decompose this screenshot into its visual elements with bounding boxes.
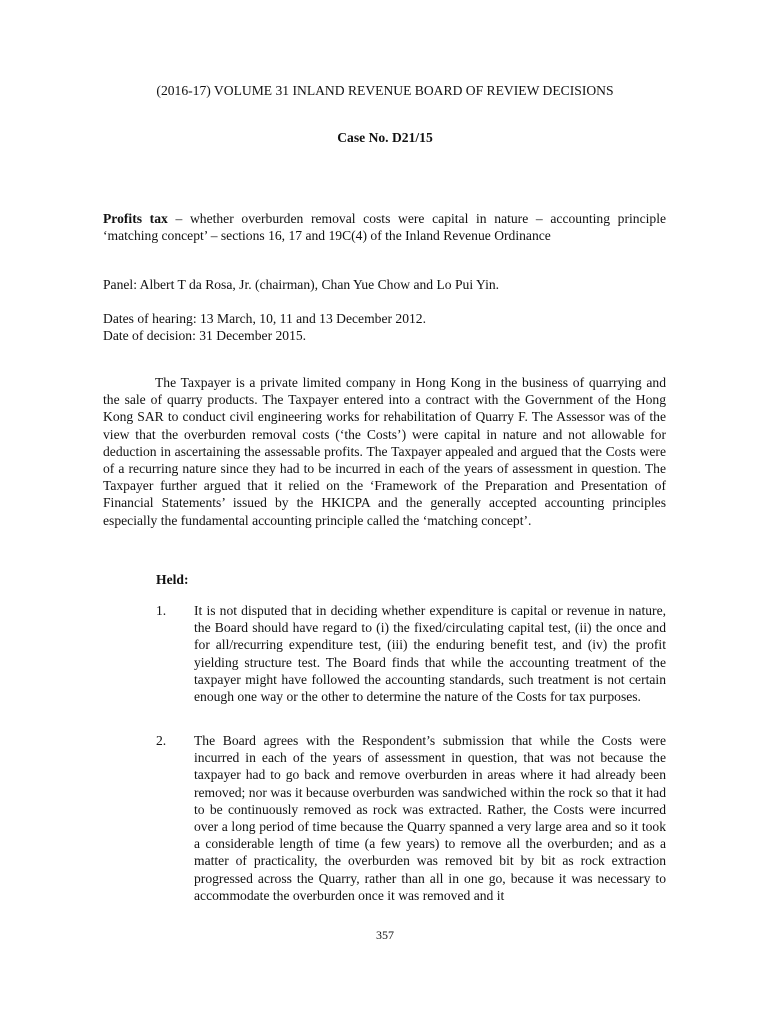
held-item — [156, 732, 666, 904]
page-number: 357 — [376, 928, 394, 942]
catchwords — [103, 210, 666, 244]
catchwords-text: – whether overburden removal costs were capital in nature – accounting principle ‘matching concept’ – sections 16, 17 and 19C(4) of the Inland Revenue Ordinance — [103, 211, 667, 244]
held-item-text: It is not disputed that in deciding whether expenditure is capital or revenue in nature, the Board should have regard to (i) the fixed/circulating capital test, (ii) the once and for all/recurring expenditure test, (iii) the enduring benefit test, and (iv) the profit yielding structure test. The Board finds that while the accounting treatment of the taxpayer might have followed the accounting standards, such treatment is not certain enough one way or the other to determine the nature of the Costs for tax purposes. — [194, 603, 666, 705]
hearing-dates: Dates of hearing: 13 March, 10, 11 and 13 December 2012. — [103, 311, 427, 326]
held-item-number: 2. — [156, 733, 167, 748]
panel-line: Panel: Albert T da Rosa, Jr. (chairman), Chan Yue Chow and Lo Pui Yin. — [103, 277, 500, 292]
case-summary: The Taxpayer is a private limited company in Hong Kong in the business of quarrying and the sale of quarry products. The Taxpayer entered into a contract with the Government of the Hong Kong SAR to conduct civil engineering works for rehabilitation of Quarry F. The Assessor was of the view that the overburden removal costs (‘the Costs’) were capital in nature and not allowable for deduction in ascertaining the assessable profits. The Taxpayer appealed and argued that the Costs were of a recurring nature since they had to be incurred in each of the years of assessment in question. The Taxpayer further argued that it relied on the ‘Framework of the Preparation and Presentation of Financial Statements’ issued by the HKICPA and the generally accepted accounting principles especially the fundamental accounting principle called the ‘matching concept’. — [103, 375, 666, 528]
held-heading: Held: — [156, 572, 189, 587]
volume-header: (2016-17) VOLUME 31 INLAND REVENUE BOARD OF REVIEW DECISIONS — [156, 83, 614, 98]
held-item-text: The Board agrees with the Respondent’s submission that while the Costs were incurred in each of the years of assessment in question, that was not because the taxpayer had to go back and remove overburden in areas where it had already been removed; nor was it because overburden was sandwiched within the rock so that it had to be continuously removed as rock was extracted. Rather, the Costs were incurred over a long period of time because the Quarry spanned a very large area and so it took a considerable length of time (a few years) to remove all the overburden; and as a matter of practicality, the overburden was removed bit by bit as rock extraction progressed across the Quarry, rather than all in one go, because it was necessary to accommodate the overburden once it was removed and it — [194, 733, 666, 903]
held-item — [156, 602, 666, 705]
held-item-number: 1. — [156, 603, 167, 618]
catchwords-lead: Profits tax — [103, 211, 168, 226]
decision-date: Date of decision: 31 December 2015. — [103, 328, 307, 344]
dates-block — [103, 310, 666, 344]
case-number: Case No. D21/15 — [337, 130, 433, 145]
